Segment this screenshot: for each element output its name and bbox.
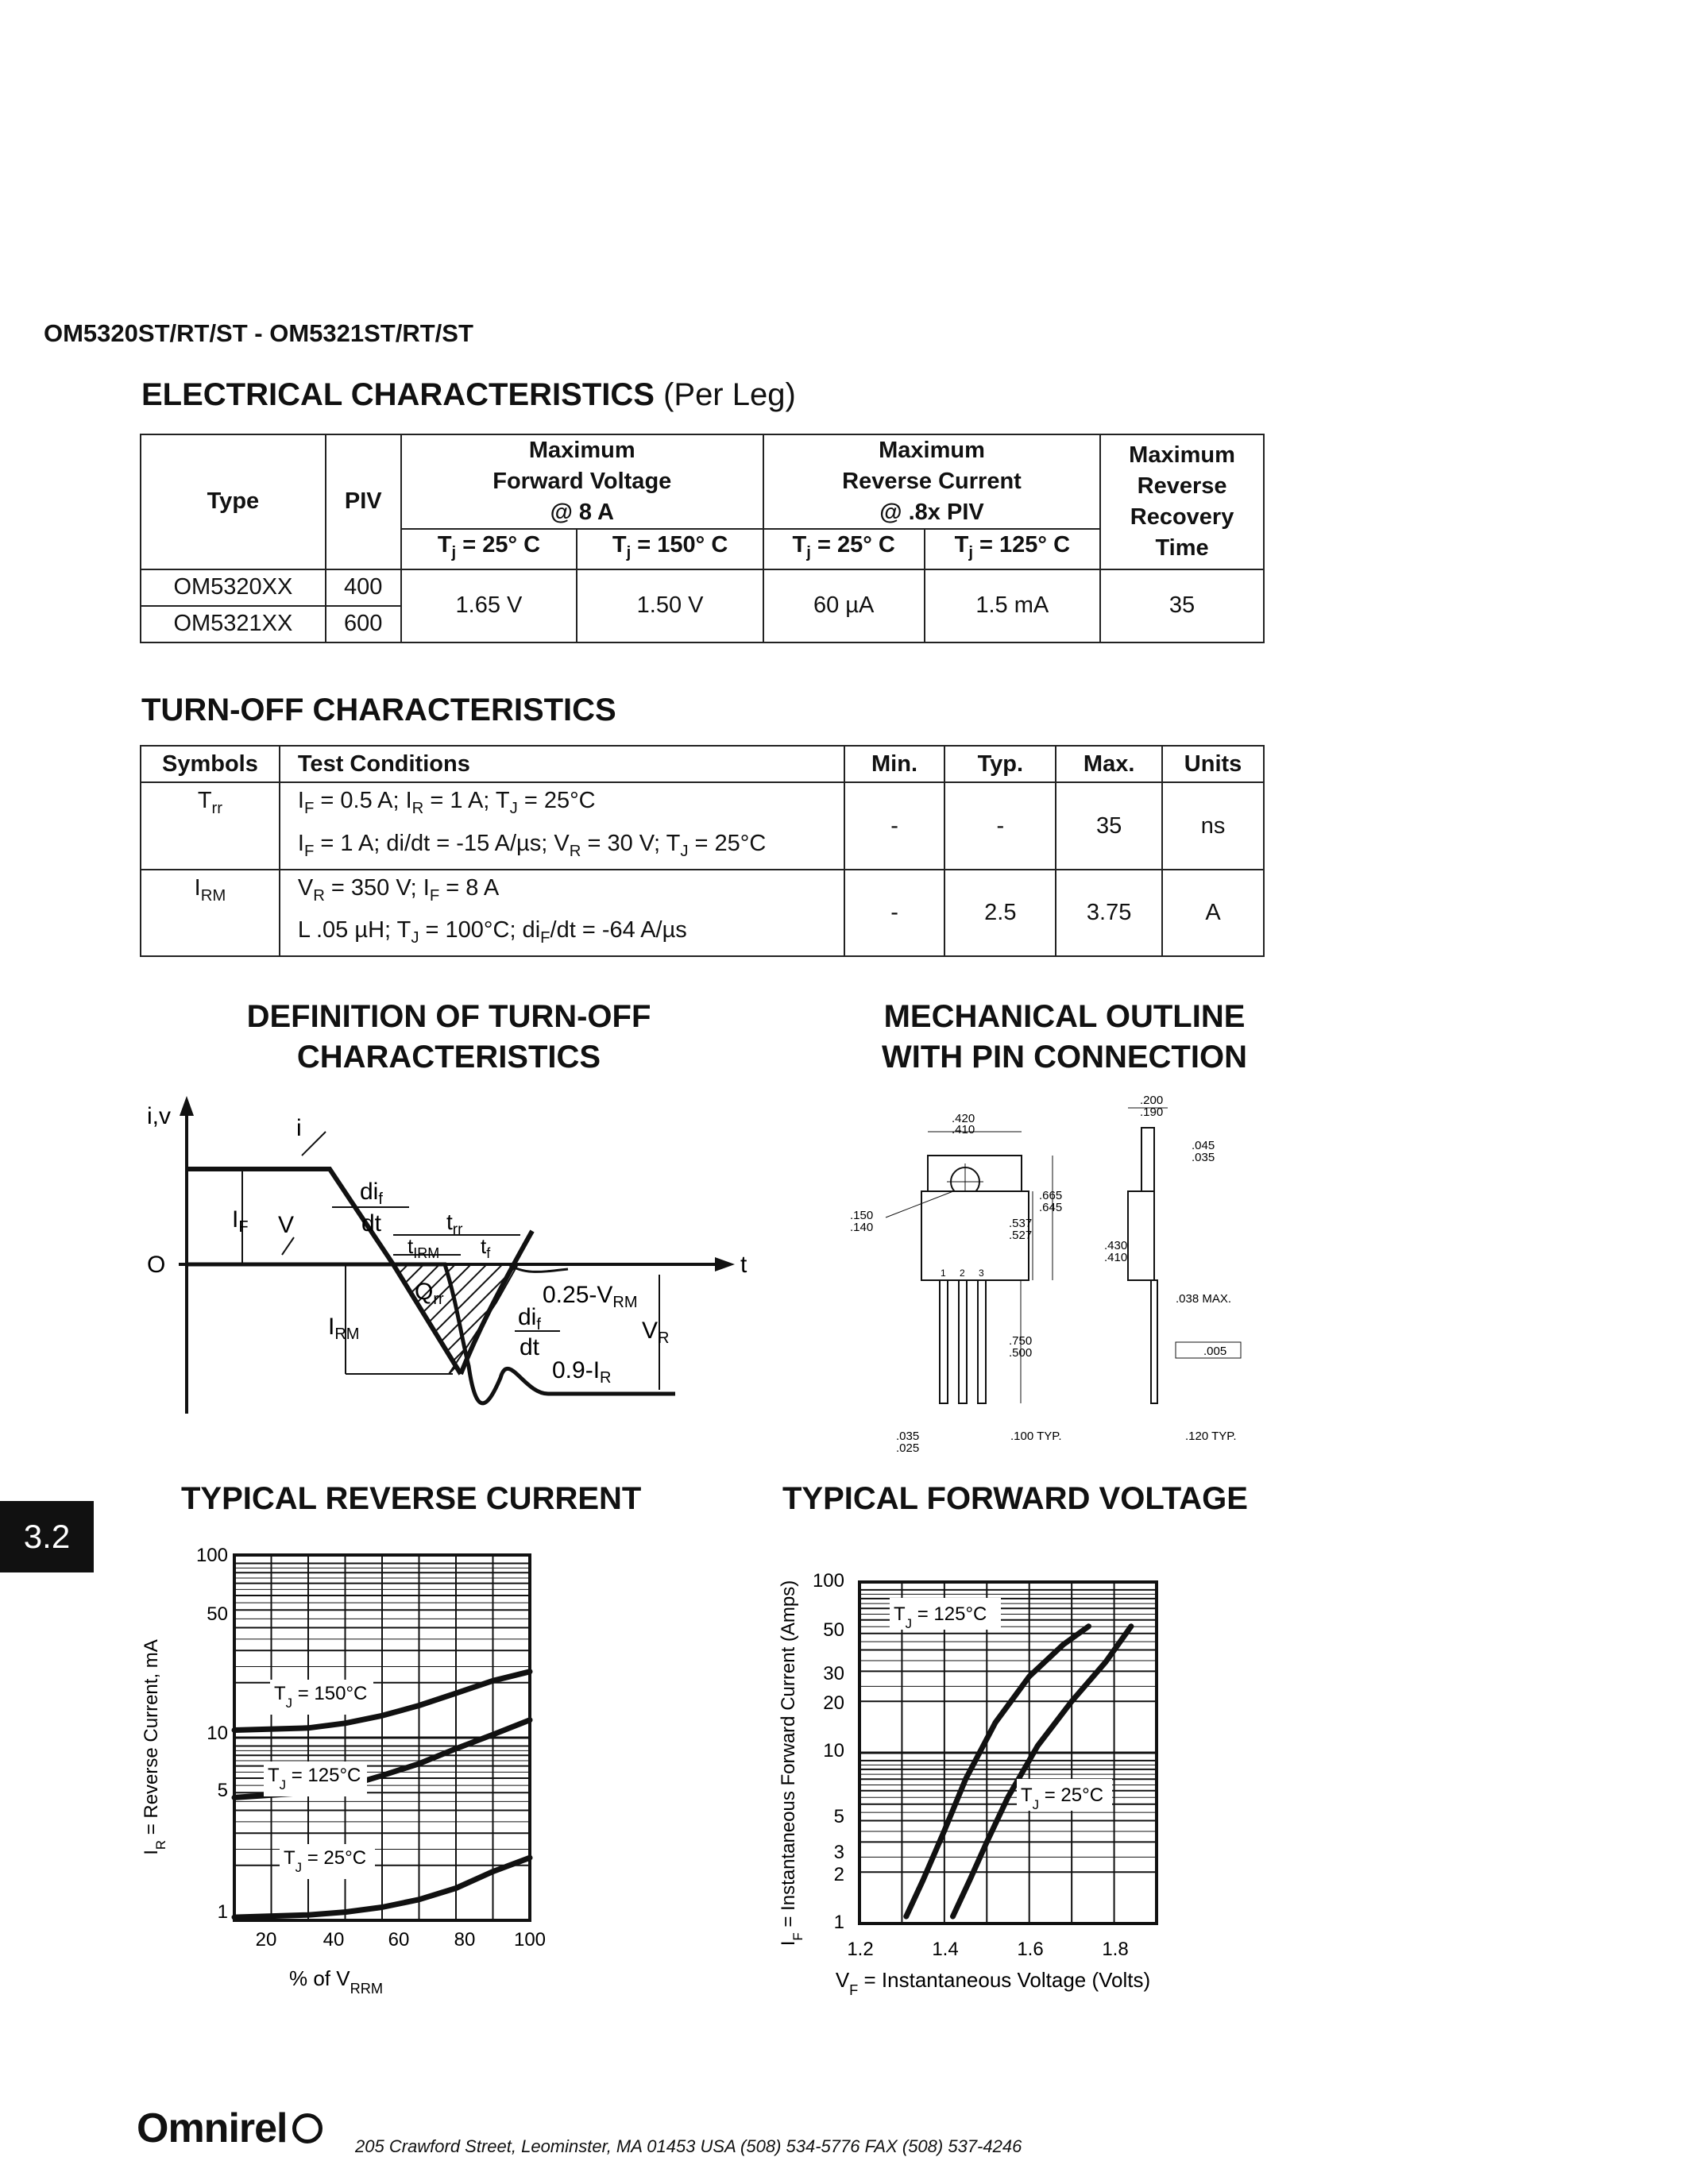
irm-symbol: $I_{RM}$ xyxy=(141,870,280,957)
reverse-xtick-60: 60 xyxy=(388,1929,410,1951)
type-cell-om5320: OM5320XX xyxy=(141,569,326,606)
forward-xtick-1-4: 1.4 xyxy=(932,1939,959,1960)
forward-voltage-title: TYPICAL FORWARD VOLTAGE xyxy=(782,1481,1248,1516)
pin-1-label: 1 xyxy=(941,1268,946,1279)
forward-voltage-header: Maximum Forward Voltage @ 8 A xyxy=(401,434,763,529)
tf-label: $t_f$ xyxy=(481,1234,491,1261)
reverse-ytick-100: 100 xyxy=(195,1545,228,1566)
forward-series-label-125: $T_J = 125^\circ C$ xyxy=(894,1603,987,1631)
forward-chart-ylabel: $I_F$ = Instantaneous Forward Current (Amps) xyxy=(778,1580,805,1947)
lead-min-dim: .500 xyxy=(1009,1346,1033,1360)
side-width-max-dim: .200 xyxy=(1140,1094,1164,1107)
height1-min-dim: .645 xyxy=(1039,1201,1063,1214)
part-number-header: OM5320ST/RT/ST - OM5321ST/RT/ST xyxy=(44,319,473,347)
hole-min-dim: .140 xyxy=(850,1221,874,1234)
vr-label: $V_R$ xyxy=(642,1318,670,1347)
forward-xtick-1-2: 1.2 xyxy=(847,1939,874,1960)
footer-address: 205 Crawford Street, Leominster, MA 01453 USA (508) 534-5776 FAX (508) 537-4246 xyxy=(355,2136,1022,2156)
reverse-current-header: Maximum Reverse Current @ .8x PIV xyxy=(763,434,1100,529)
height2-min-dim: .527 xyxy=(1009,1229,1033,1242)
irm-max: 3.75 xyxy=(1056,870,1162,957)
forward-xtick-1-8: 1.8 xyxy=(1102,1939,1129,1960)
iv-label: i,v xyxy=(147,1103,171,1129)
side-height-max-dim: .430 xyxy=(1104,1239,1128,1252)
rev-125c-header: $T_j = 125^\circ$ C xyxy=(925,529,1101,569)
units-header: Units xyxy=(1162,746,1264,782)
trr-value: 35 xyxy=(1100,569,1264,642)
hole-max-dim: .150 xyxy=(850,1209,874,1222)
vf-25c-value: 1.65 V xyxy=(401,569,577,642)
reverse-ytick-50: 50 xyxy=(207,1603,228,1625)
i-pointer xyxy=(302,1132,326,1156)
forward-ytick-20: 20 xyxy=(823,1692,844,1714)
forward-ytick-3: 3 xyxy=(833,1842,844,1863)
reverse-xtick-100: 100 xyxy=(513,1929,547,1951)
reverse-xtick-80: 80 xyxy=(454,1929,476,1951)
lead-1 xyxy=(940,1280,948,1403)
section-tab-badge: 3.2 xyxy=(0,1501,94,1572)
turnoff-title: TURN-OFF CHARACTERISTICS xyxy=(141,693,616,727)
irm-label: $I_{RM}$ xyxy=(328,1314,360,1343)
lead-2 xyxy=(959,1280,967,1403)
if-label: $I_F$ xyxy=(232,1206,249,1236)
y-axis-arrow xyxy=(180,1096,194,1116)
side-lead xyxy=(1151,1280,1157,1403)
reverse-chart-ylabel: $I_R$ = Reverse Current, mA xyxy=(141,1639,168,1855)
dt-label-2: dt xyxy=(520,1334,540,1360)
forward-ytick-30: 30 xyxy=(823,1663,844,1684)
side-body xyxy=(1128,1191,1154,1280)
flatness-dim: .005 xyxy=(1203,1345,1227,1358)
min-header: Min. xyxy=(844,746,945,782)
qrr-hatched-area xyxy=(393,1264,518,1374)
side-width-min-dim: .190 xyxy=(1140,1106,1164,1119)
piv-header: PIV xyxy=(326,434,401,569)
reverse-xtick-40: 40 xyxy=(323,1929,345,1951)
pin-2-label: 2 xyxy=(960,1268,965,1279)
omnirel-logo-icon xyxy=(292,2113,323,2143)
piv-cell-600: 600 xyxy=(326,606,401,642)
reverse-xtick-20: 20 xyxy=(255,1929,277,1951)
trr-typ: - xyxy=(944,782,1056,870)
electrical-characteristics-title xyxy=(141,377,796,413)
pitch-dim: .100 TYP. xyxy=(1010,1430,1062,1443)
forward-ytick-100: 100 xyxy=(812,1570,844,1592)
forward-voltage-chart xyxy=(763,1541,1184,2009)
side-pitch-dim: .120 TYP. xyxy=(1185,1430,1237,1443)
definition-title: DEFINITION OF TURN-OFF CHARACTERISTICS xyxy=(246,999,651,1075)
reverse-series-label-25: $T_J = 25^\circ C$ xyxy=(284,1847,367,1875)
electrical-title-text: ELECTRICAL CHARACTERISTICS xyxy=(141,377,655,412)
rev-25c-header: $T_j = 25^\circ$ C xyxy=(763,529,925,569)
dif-label-2: $di_f$ xyxy=(518,1304,541,1333)
irm-typ: 2.5 xyxy=(944,870,1056,957)
pin-3-label: 3 xyxy=(979,1268,984,1279)
ir-125c-value: 1.5 mA xyxy=(925,569,1101,642)
width-min-dim: .410 xyxy=(952,1123,975,1136)
turnoff-table xyxy=(140,745,1265,957)
trr-symbol: $T_{rr}$ xyxy=(141,782,280,870)
trr-max: 35 xyxy=(1056,782,1162,870)
x-axis-arrow xyxy=(715,1257,735,1271)
reverse-series-label-125: $T_J = 125^\circ C$ xyxy=(268,1765,361,1792)
reverse-chart-xlabel: % of $V_{RRM}$ xyxy=(288,1966,384,1997)
forward-xtick-1-6: 1.6 xyxy=(1017,1939,1044,1960)
origin-label: O xyxy=(147,1252,166,1278)
width-max-dim: .420 xyxy=(952,1112,975,1125)
trr-min: - xyxy=(844,782,945,870)
tab-min-dim: .035 xyxy=(1192,1151,1215,1164)
side-height-min-dim: .410 xyxy=(1104,1251,1128,1264)
forward-series-line-0 xyxy=(906,1626,1089,1916)
forward-series-line-1 xyxy=(953,1626,1131,1916)
pin-width-min-dim: .025 xyxy=(896,1441,920,1455)
omnirel-logo: Omnirel xyxy=(137,2105,323,2152)
trr-conditions: $I_F = 0.5$ A; $I_R = 1$ A; $T_J = 25^\circ C$ $I_F = 1$ A; di/dt = -15 A/µs; $V_R = 30$ V; $T_J = 25^\circ C$ xyxy=(280,782,844,870)
tab-max-dim: .045 xyxy=(1192,1139,1215,1152)
reverse-ytick-10: 10 xyxy=(207,1723,228,1744)
forward-ytick-50: 50 xyxy=(823,1619,844,1641)
fwd-150c-header: $T_j = 150^\circ$ C xyxy=(577,529,763,569)
fwd-25c-header: $T_j = 25^\circ$ C xyxy=(401,529,577,569)
forward-series-label-25: $T_J = 25^\circ C$ xyxy=(1021,1785,1104,1812)
piv-cell-400: 400 xyxy=(326,569,401,606)
pin-width-max-dim: .035 xyxy=(896,1430,920,1443)
forward-ytick-10: 10 xyxy=(823,1740,844,1761)
type-cell-om5321: OM5321XX xyxy=(141,606,326,642)
trr-label: $t_{rr}$ xyxy=(446,1210,463,1238)
height2-max-dim: .537 xyxy=(1009,1217,1033,1230)
forward-chart-xlabel: $V_F$ = Instantaneous Voltage (Volts) xyxy=(835,1968,1151,1998)
ir-25c-value: 60 µA xyxy=(763,569,925,642)
irm-min: - xyxy=(844,870,945,957)
vrm-label: $0.25-V_{RM}$ xyxy=(543,1282,638,1311)
typ-header: Typ. xyxy=(944,746,1056,782)
irm-units: A xyxy=(1162,870,1264,957)
height1-max-dim: .665 xyxy=(1039,1189,1063,1202)
v-pointer xyxy=(282,1237,294,1255)
conditions-header: Test Conditions xyxy=(280,746,844,782)
forward-ytick-1: 1 xyxy=(833,1912,844,1933)
trr-units: ns xyxy=(1162,782,1264,870)
reverse-series-label-150: $T_J = 150^\circ C$ xyxy=(274,1683,368,1711)
max-thickness-dim: .038 MAX. xyxy=(1176,1292,1232,1306)
dt-label: dt xyxy=(361,1210,382,1237)
mechanical-title: MECHANICAL OUTLINE WITH PIN CONNECTION xyxy=(882,999,1247,1075)
reverse-ytick-5: 5 xyxy=(217,1780,228,1801)
forward-ytick-2: 2 xyxy=(833,1864,844,1885)
dif-label: $di_f$ xyxy=(360,1179,383,1208)
ir-label: $0.9-I_R$ xyxy=(552,1357,612,1387)
forward-ytick-5: 5 xyxy=(833,1806,844,1827)
reverse-current-chart xyxy=(143,1541,572,2001)
t-label: t xyxy=(740,1252,747,1278)
electrical-subtitle: (Per Leg) xyxy=(663,377,796,412)
lead-3 xyxy=(978,1280,986,1403)
v-label: V xyxy=(278,1212,295,1238)
qrr-label: $Q_{rr}$ xyxy=(415,1279,444,1308)
lead-max-dim: .750 xyxy=(1009,1334,1033,1348)
reverse-current-title: TYPICAL REVERSE CURRENT xyxy=(181,1481,642,1516)
mechanical-outline-drawing xyxy=(842,1092,1271,1465)
turnoff-definition-diagram xyxy=(135,1096,771,1430)
irm-conditions: $V_R = 350$ V; $I_F = 8$ A L .05 µH; $T_J = 100^\circ C$; $di_F/dt = -64$ A/µs xyxy=(280,870,844,957)
symbols-header: Symbols xyxy=(141,746,280,782)
max-header: Max. xyxy=(1056,746,1162,782)
type-header: Type xyxy=(141,434,326,569)
recovery-time-header: Maximum Reverse Recovery Time xyxy=(1100,434,1264,569)
tirm-label: $t_{IRM}$ xyxy=(408,1234,440,1261)
electrical-table xyxy=(140,434,1265,643)
reverse-ytick-1: 1 xyxy=(217,1901,228,1923)
vf-150c-value: 1.50 V xyxy=(577,569,763,642)
i-label: i xyxy=(296,1115,302,1141)
